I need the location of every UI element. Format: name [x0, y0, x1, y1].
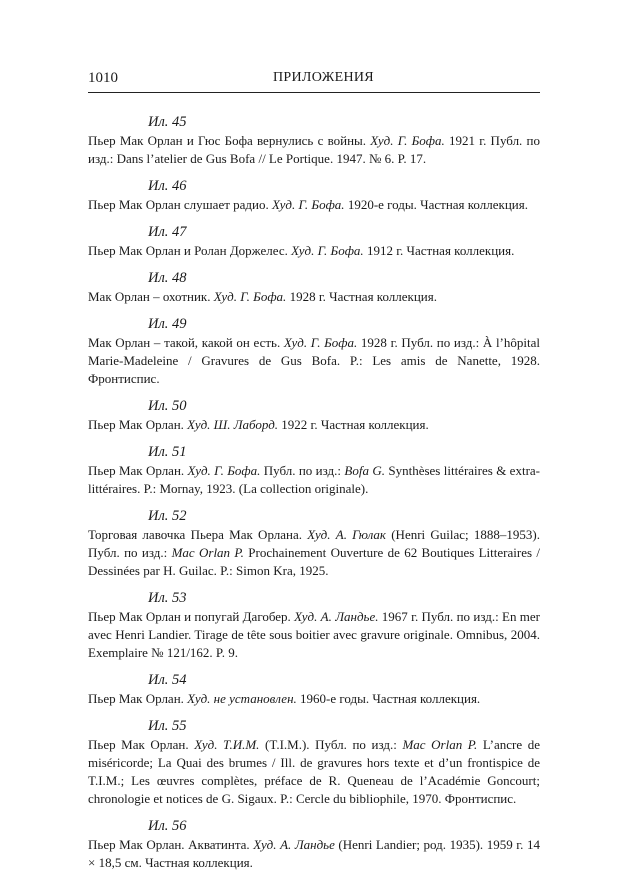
caption-part: Торговая лавочка Пьера Мак Орлана. [88, 527, 308, 542]
caption-part: Пьер Мак Орлан. [88, 463, 188, 478]
illustration-caption [88, 608, 540, 662]
caption-part: (Henri Landier; род. 1935). 1959 г. 14 × 18,5 см. Частная коллекция. [88, 837, 540, 870]
caption-part: Публ. по изд.: [260, 463, 345, 478]
illustration-entry [88, 589, 540, 662]
illustration-entry [88, 315, 540, 388]
illustration-caption [88, 242, 540, 260]
caption-part: 1928 г. Частная коллекция. [286, 289, 437, 304]
illustration-label: Ил. 54 [148, 672, 187, 688]
caption-italic-part: Худ. А. Ландье [253, 837, 335, 852]
caption-part: (Henri Guilac; 1888–1953). Публ. по изд.: [88, 527, 540, 560]
illustration-entry [88, 671, 540, 708]
page-number: 1010 [88, 70, 118, 86]
illustration-label: Ил. 45 [148, 114, 187, 130]
header-rule [88, 92, 540, 93]
caption-part: 1967 г. Публ. по изд.: En mer avec Henri Landier. Tirage de tête sous boitier avec gravure originale. Omnibus, 2004. Exemplaire № 121/162. P. 9. [88, 609, 541, 660]
illustration-caption [88, 196, 540, 214]
illustration-label: Ил. 52 [148, 508, 187, 524]
caption-part: Пьер Мак Орлан. Акватинта. [88, 837, 254, 852]
illustration-entry [88, 443, 540, 498]
caption-italic-part: Худ. не установлен. [187, 691, 297, 706]
illustration-entry [88, 397, 540, 434]
illustration-entry [88, 817, 540, 872]
illustration-list [88, 113, 540, 881]
page-header [88, 70, 538, 90]
caption-part: 1912 г. Частная коллекция. [363, 243, 515, 258]
caption-part: 1928 г. Публ. по изд.: À l’hôpital Marie-Madeleine / Gravures de Gus Bofa. P.: Les amis de Nanette, 1928. Фронтиспис. [88, 335, 540, 386]
caption-italic-part: Худ. Г. Бофа. [283, 335, 358, 350]
caption-italic-part: Mac Orlan P. [171, 545, 244, 560]
illustration-label: Ил. 56 [148, 818, 187, 834]
illustration-label: Ил. 55 [148, 718, 187, 734]
caption-italic-part: Bofa G. [344, 463, 385, 478]
illustration-caption [88, 132, 540, 168]
illustration-label: Ил. 47 [148, 224, 187, 240]
caption-italic-part: Худ. Т.И.М. [194, 737, 260, 752]
caption-italic-part: Худ. Ш. Лаборд. [187, 417, 279, 432]
caption-part: Prochainement Ouverture de 62 Boutiques Litteraires / Dessinées par H. Guilac. P.: Simon Kra, 1925. [88, 545, 540, 578]
illustration-entry [88, 223, 540, 260]
caption-italic-part: Худ. Г. Бофа. [272, 197, 345, 212]
illustration-label: Ил. 53 [148, 590, 187, 606]
illustration-label: Ил. 50 [148, 398, 187, 414]
caption-italic-part: Худ. Г. Бофа. [370, 133, 445, 148]
illustration-label: Ил. 48 [148, 270, 187, 286]
caption-part: Пьер Мак Орлан и попугай Дагобер. [88, 609, 295, 624]
caption-part: Пьер Мак Орлан. [88, 417, 188, 432]
illustration-caption [88, 288, 540, 306]
caption-part: (T.I.M.). Публ. по изд.: [259, 737, 403, 752]
caption-part: 1921 г. Публ. по изд.: Dans l’atelier de Gus Bofa // Le Portique. 1947. № 6. P. 17. [88, 133, 540, 166]
caption-part: 1920-е годы. Частная коллекция. [344, 197, 528, 212]
illustration-caption [88, 690, 540, 708]
caption-italic-part: Худ. Г. Бофа. [291, 243, 364, 258]
illustration-caption [88, 462, 540, 498]
illustration-label: Ил. 49 [148, 316, 187, 332]
caption-part: Synthèses littéraires & extra-littéraires. P.: Mornay, 1923. (La collection originale). [88, 463, 540, 496]
caption-part: Мак Орлан – такой, какой он есть. [88, 335, 284, 350]
caption-part: Пьер Мак Орлан. [88, 737, 195, 752]
caption-part: Пьер Мак Орлан. [88, 691, 188, 706]
illustration-entry [88, 269, 540, 306]
illustration-caption [88, 526, 540, 580]
caption-italic-part: Худ. А. Гюлак [307, 527, 386, 542]
caption-part: Пьер Мак Орлан и Гюс Бофа вернулись с войны. [88, 133, 371, 148]
illustration-caption [88, 736, 540, 808]
illustration-caption [88, 416, 540, 434]
illustration-entry [88, 507, 540, 580]
caption-italic-part: Худ. А. Ландье. [294, 609, 379, 624]
illustration-caption [88, 836, 540, 872]
caption-part: Пьер Мак Орлан и Ролан Доржелес. [88, 243, 292, 258]
illustration-entry [88, 717, 540, 808]
caption-italic-part: Худ. Г. Бофа. [187, 463, 261, 478]
caption-italic-part: Mac Orlan P. [402, 737, 478, 752]
caption-part: L’ancre de miséricorde; La Quai des brumes / Ill. de gravures hors texte et d’un frontispice de T.I.M.; Les œuvres complètes, préface de R. Queneau de l’Académie Goncourt; chronologie et notices de G. Sigaux. P.: Cercle du bibliophile, 1970. Фронтиспис. [88, 737, 540, 806]
caption-italic-part: Худ. Г. Бофа. [213, 289, 287, 304]
illustration-entry [88, 113, 540, 168]
running-title: ПРИЛОЖЕНИЯ [273, 70, 374, 85]
caption-part: Пьер Мак Орлан слушает радио. [88, 197, 272, 212]
illustration-entry [88, 177, 540, 214]
caption-part: Мак Орлан – охотник. [88, 289, 214, 304]
illustration-label: Ил. 46 [148, 178, 187, 194]
illustration-label: Ил. 51 [148, 444, 187, 460]
caption-part: 1922 г. Частная коллекция. [278, 417, 429, 432]
illustration-caption [88, 334, 540, 388]
caption-part: 1960-е годы. Частная коллекция. [296, 691, 481, 706]
